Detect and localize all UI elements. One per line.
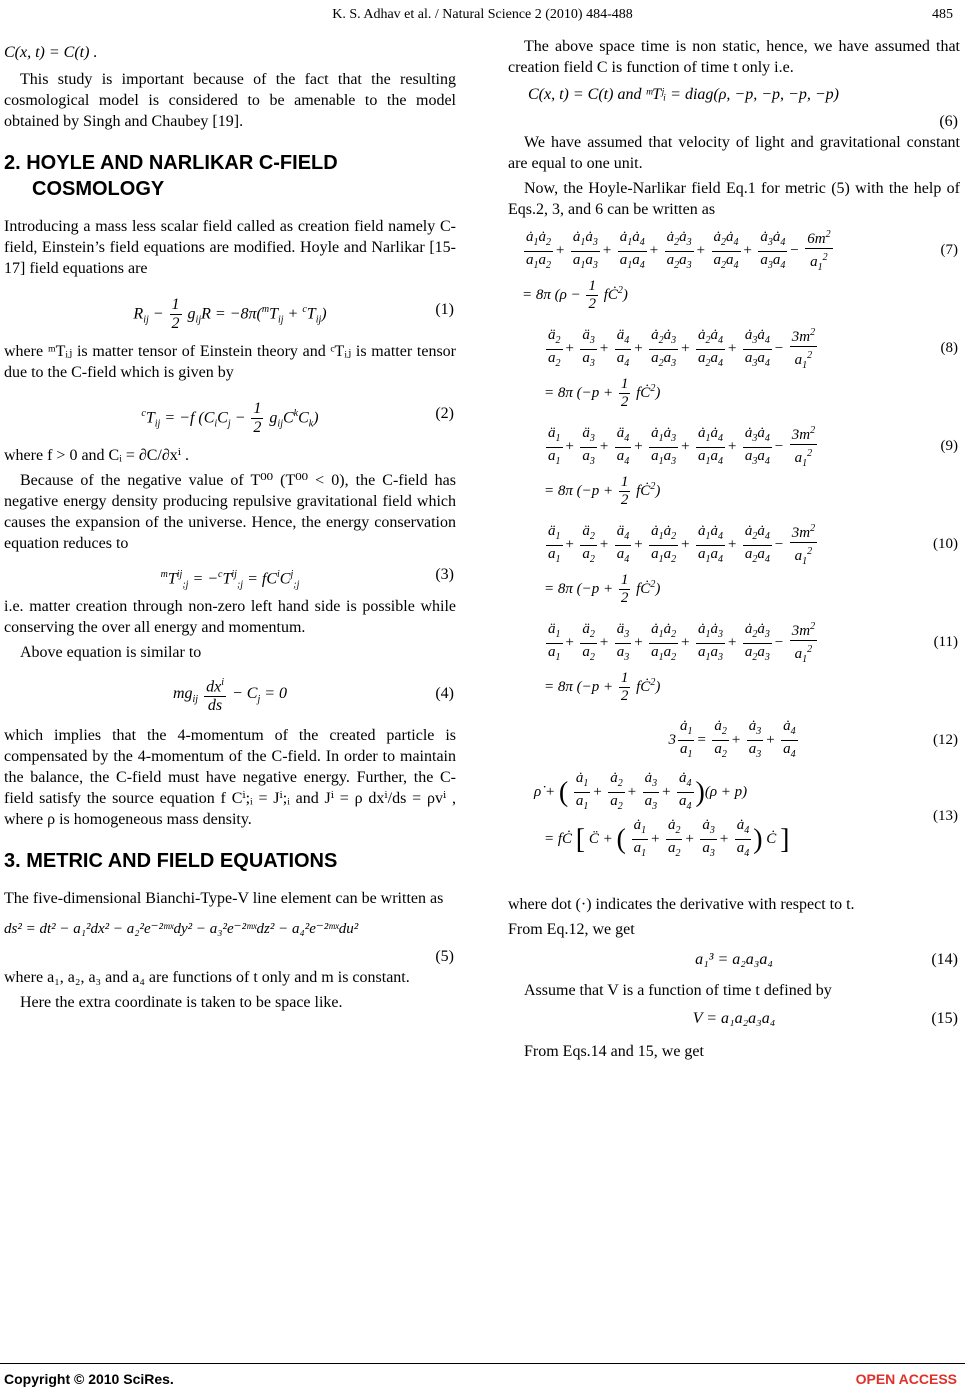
equation-number: (11) — [933, 634, 958, 650]
section-heading-2 — [4, 150, 456, 202]
paragraph: Now, the Hoyle-Narlikar field Eq.1 for metric (5) with the help of Eqs.2, 3, and 6 can be written as — [508, 180, 960, 218]
paragraph: where a₁, a₂, a₃ and a₄ are functions of t only and m is constant. — [4, 969, 410, 986]
equation-number: (15) — [931, 1010, 958, 1027]
equation-number: (8) — [940, 340, 958, 356]
running-head: K. S. Adhav et al. / Natural Science 2 (2010) 484-488 — [332, 7, 633, 22]
equation-15 — [508, 1007, 960, 1031]
equation-9: $\frac{ä_1}{a_1}$ + $\frac{ä_3}{a_3}$ + $\frac{ä_4}{a_4}$ + $\frac{ȧ_1ȧ_3}{a_1a_3}$ + $\frac{ȧ_1ȧ_4}{a_1a_4}$ + $\frac{ȧ_3ȧ_4}{a_3a_4}$ − $\frac{3m^2}{a_1^2}$ = 8π (−p + $\frac{1}{2}$ $fĊ^2$) (9) — [508, 422, 960, 514]
page-footer — [0, 1367, 965, 1389]
page-number: 485 — [932, 7, 953, 22]
right-column — [508, 36, 960, 1066]
equation-13: ρ̇ + ( $\frac{ȧ_1}{a_1}$ + $\frac{ȧ_2}{a_2}$ + $\frac{ȧ_3}{a_3}$ + $\frac{ȧ_4}{a_4}$ )(ρ + p) = fĊ [ C̈ + ( $\frac{ȧ_1}{a_1}$ + $\frac{ȧ_2}{a_2}$ + $\frac{ȧ_3}{a_3}$ + $\frac{ȧ_4}{a_4}$ ) Ċ ] (13) — [534, 770, 958, 859]
equation-4: $mg_{ij}$ $\frac{dx^i}{ds}$ − $C_j = 0$ (4) — [4, 669, 456, 719]
equation-6: C(x, t) = C(t) and ᵐTʲᵢ = diag(ρ, −p, −p, −p, −p) — [528, 86, 839, 103]
equation-number: (2) — [435, 405, 454, 422]
footer-rule — [0, 1363, 965, 1364]
equation-number: (3) — [435, 566, 454, 583]
equation-body: V = a₁a₂a₃a₄ — [692, 1010, 776, 1027]
paragraph: Above equation is similar to — [20, 644, 202, 661]
equation-number: (6) — [939, 113, 958, 130]
equation-8: $\frac{ä_2}{a_2}$ + $\frac{ä_3}{a_3}$ + $\frac{ä_4}{a_4}$ + $\frac{ȧ_2ȧ_3}{a_2a_3}$ + $\frac{ȧ_2ȧ_4}{a_2a_4}$ + $\frac{ȧ_3ȧ_4}{a_3a_4}$ − $\frac{3m^2}{a_1^2}$ = 8π (−p + $\frac{1}{2}$ $fĊ^2$) (8) — [508, 324, 960, 416]
equation-number: (1) — [435, 301, 454, 318]
equation-10: $\frac{ä_1}{a_1}$ + $\frac{ä_2}{a_2}$ + $\frac{ä_4}{a_4}$ + $\frac{ȧ_1ȧ_2}{a_1a_2}$ + $\frac{ȧ_1ȧ_4}{a_1a_4}$ + $\frac{ȧ_2ȧ_4}{a_2a_4}$ − $\frac{3m^2}{a_1^2}$ = 8π (−p + $\frac{1}{2}$ $fĊ^2$) (10) — [508, 520, 960, 612]
equation-5: ds² = dt² − a₁²dx² − a₂²e⁻²ᵐˣdy² − a₃²e⁻²ᵐˣdz² − a₄²e⁻²ᵐˣdu² — [4, 921, 359, 937]
equation-body: a₁³ = a₂a₃a₄ — [695, 951, 773, 968]
paragraph: The above space time is non static, hence, we have assumed that creation field C is function of time t only i.e. — [508, 38, 960, 76]
section-heading-3: 3. METRIC AND FIELD EQUATIONS — [4, 850, 338, 872]
equation-12: 3 $\frac{ȧ_1}{a_1}$ = $\frac{ȧ_2}{a_2}$ + $\frac{ȧ_3}{a_3}$ + $\frac{ȧ_4}{a_4}$ (12) — [508, 716, 960, 764]
paragraph: Here the extra coordinate is taken to be space like. — [20, 994, 343, 1011]
left-column — [4, 36, 456, 1017]
paragraph: Assume that V is a function of time t defined by — [524, 982, 832, 999]
paragraph: The five-dimensional Bianchi-Type-V line element can be written as — [4, 890, 444, 907]
equation-11: $\frac{ä_1}{a_1}$ + $\frac{ä_2}{a_2}$ + $\frac{ä_3}{a_3}$ + $\frac{ȧ_1ȧ_2}{a_1a_2}$ + $\frac{ȧ_1ȧ_3}{a_1a_3}$ + $\frac{ȧ_2ȧ_3}{a_2a_3}$ − $\frac{3m^2}{a_1^2}$ = 8π (−p + $\frac{1}{2}$ $fĊ^2$) (11) — [508, 618, 960, 710]
copyright: Copyright © 2010 SciRes. — [4, 1371, 174, 1387]
equation-7: $\frac{ȧ_1ȧ_2}{a_1a_2}$ + $\frac{ȧ_1ȧ_3}{a_1a_3}$ + $\frac{ȧ_1ȧ_4}{a_1a_4}$ + $\frac{ȧ_2ȧ_3}{a_2a_3}$ + $\frac{ȧ_2ȧ_4}{a_2a_4}$ + $\frac{ȧ_3ȧ_4}{a_3a_4}$ − $\frac{6m^2}{a_1^2}$ = 8π (ρ − $\frac{1}{2}$ $fĊ^2$) (7) — [508, 226, 960, 318]
paragraph: This study is important because of the fact that the resulting cosmological model is considered to be amenable to the model obtained by Singh and Chaubey [19]. — [4, 71, 456, 130]
equation-number: (14) — [931, 951, 958, 968]
heading-line: 2. HOYLE AND NARLIKAR C-FIELD — [4, 152, 338, 174]
paragraph: Introducing a mass less scalar field called as creation field namely C-field, Einstein’s field equations are modified. Hoyle and Narlikar [15-17] field equations are — [4, 218, 456, 277]
paragraph: We have assumed that velocity of light and gravitational constant are equal to one unit. — [508, 134, 960, 172]
equation-number: (4) — [435, 685, 454, 702]
paragraph: Because of the negative value of T⁰⁰ (T⁰⁰ < 0), the C-field has negative energy density producing repulsive gravitational field which causes the expansion of the universe. Hence, the energy conservation equation reduces to — [4, 472, 456, 552]
equation-number: (13) — [933, 808, 958, 824]
equation-14 — [508, 946, 960, 974]
equation-1: $R_{ij}$ − $\frac{1}{2}$ $g_{ij}R = -8\pi(^mT_{ij} + ^cT_{ij})$ (1) — [4, 285, 456, 335]
equation-number: (7) — [940, 242, 958, 258]
paragraph: From Eqs.14 and 15, we get — [524, 1043, 704, 1060]
paragraph: i.e. matter creation through non-zero left hand side is possible while conserving the over all energy and momentum. — [4, 598, 456, 636]
equation-number: (10) — [933, 536, 958, 552]
paragraph: where dot (·) indicates the derivative with respect to t. — [508, 896, 855, 913]
paragraph: where f > 0 and Cᵢ = ∂C/∂xⁱ . — [4, 447, 189, 464]
equation-2: $^cT_{ij} = -f$ ($C_iC_j$ − $\frac{1}{2}$ $g_{ij}C^kC_k$) (2) — [4, 389, 456, 439]
paragraph: which implies that the 4-momentum of the created particle is compensated by the 4-momentum of the C-field. In order to maintain the balance, the C-field must have negative energy. Further, the C-field satisfy the source equation f Cⁱ;ᵢ = Jⁱ;ᵢ and Jⁱ = ρ dxⁱ/ds = ρvⁱ , where ρ is homogeneous mass density. — [4, 727, 456, 828]
inline-eq-c: C(x, t) = C(t) . — [4, 44, 98, 61]
equation-number: (9) — [940, 438, 958, 454]
paragraph: where ᵐTᵢⱼ is matter tensor of Einstein theory and ᶜTᵢⱼ is matter tensor due to the C-field which is given by — [4, 343, 456, 381]
equation-number: (5) — [435, 948, 454, 965]
paragraph: From Eq.12, we get — [508, 921, 635, 938]
equation-number: (12) — [933, 732, 958, 748]
equation-3: $^mT^{ij}_{;j} = -^cT^{ij}_{;j} = fC^iC^j_{;j}$ (3) — [4, 560, 456, 590]
heading-line: COSMOLOGY — [32, 178, 165, 200]
open-access-label: OPEN ACCESS — [855, 1371, 957, 1387]
